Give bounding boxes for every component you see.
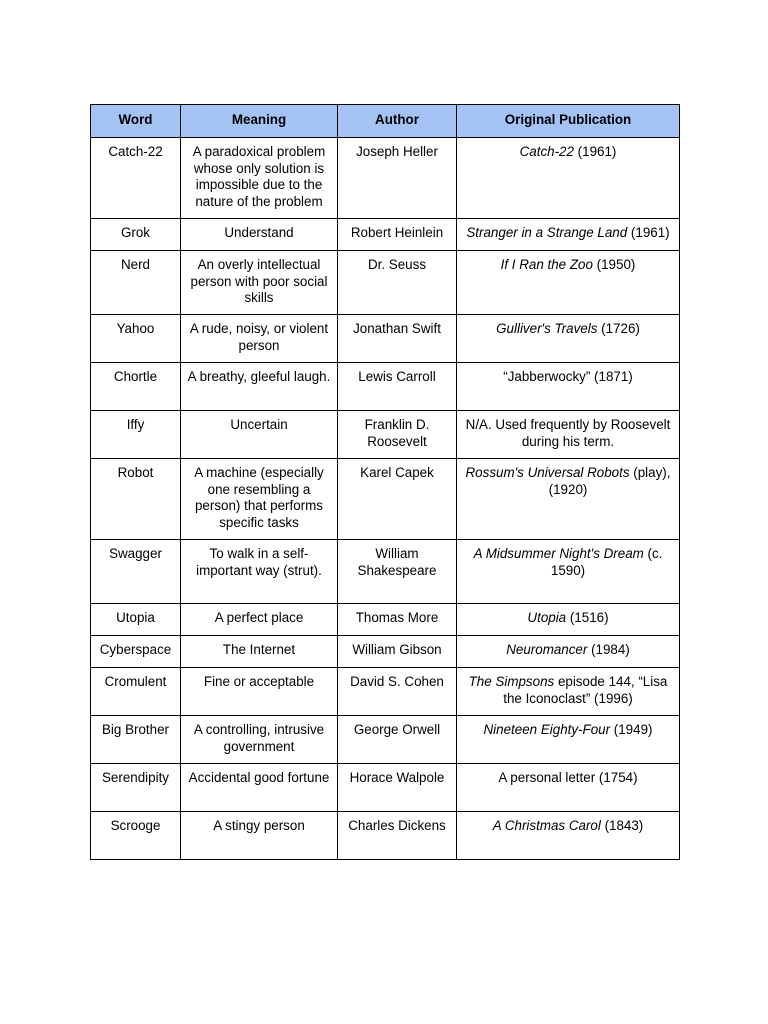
- publication-detail: (1949): [610, 722, 653, 737]
- word-cell: Grok: [91, 219, 181, 251]
- meaning-cell: A perfect place: [181, 604, 338, 636]
- meaning-cell: Fine or acceptable: [181, 668, 338, 716]
- word-cell: Cyberspace: [91, 636, 181, 668]
- table-row: [91, 716, 680, 764]
- author-cell: Charles Dickens: [338, 812, 457, 860]
- word-cell: Swagger: [91, 540, 181, 604]
- table-row: [91, 315, 680, 363]
- publication-cell: [457, 459, 680, 540]
- word-cell: Chortle: [91, 363, 181, 411]
- publication-title: Catch-22: [519, 144, 574, 159]
- meaning-cell: Uncertain: [181, 411, 338, 459]
- publication-cell: [457, 363, 680, 411]
- author-cell: William Gibson: [338, 636, 457, 668]
- publication-detail: (1984): [587, 642, 630, 657]
- publication-cell: [457, 812, 680, 860]
- word-cell: Iffy: [91, 411, 181, 459]
- table-row: [91, 459, 680, 540]
- author-cell: Jonathan Swift: [338, 315, 457, 363]
- publication-title: If I Ran the Zoo: [500, 257, 593, 272]
- word-origins-table: [90, 104, 680, 860]
- table-row: [91, 411, 680, 459]
- meaning-cell: A paradoxical problem whose only solution is impossible due to the nature of the problem: [181, 138, 338, 219]
- header-meaning: Meaning: [181, 105, 338, 138]
- author-cell: Dr. Seuss: [338, 251, 457, 315]
- meaning-cell: Understand: [181, 219, 338, 251]
- table-row: [91, 668, 680, 716]
- publication-cell: [457, 764, 680, 812]
- word-cell: Cromulent: [91, 668, 181, 716]
- meaning-cell: To walk in a self-important way (strut).: [181, 540, 338, 604]
- publication-cell: [457, 668, 680, 716]
- meaning-cell: The Internet: [181, 636, 338, 668]
- publication-detail: (c. 1590): [550, 546, 663, 578]
- publication-cell: [457, 138, 680, 219]
- table-row: [91, 636, 680, 668]
- table-row: [91, 363, 680, 411]
- publication-detail: (1961): [573, 144, 617, 159]
- table-row: [91, 138, 680, 219]
- meaning-cell: A rude, noisy, or violent person: [181, 315, 338, 363]
- publication-detail: (play), (1920): [548, 465, 671, 497]
- header-word: Word: [91, 105, 181, 138]
- author-cell: Thomas More: [338, 604, 457, 636]
- meaning-cell: A breathy, gleeful laugh.: [181, 363, 338, 411]
- meaning-cell: A machine (especially one resembling a person) that performs specific tasks: [181, 459, 338, 540]
- word-cell: Big Brother: [91, 716, 181, 764]
- publication-cell: [457, 540, 680, 604]
- author-cell: Karel Capek: [338, 459, 457, 540]
- author-cell: Joseph Heller: [338, 138, 457, 219]
- publication-cell: [457, 716, 680, 764]
- publication-title: The Simpsons: [468, 674, 555, 689]
- header-original-publication: Original Publication: [457, 105, 680, 138]
- publication-detail: A personal letter (1754): [498, 770, 638, 785]
- publication-title: Utopia: [527, 610, 567, 625]
- table-row: [91, 604, 680, 636]
- table-header-row: [91, 105, 680, 138]
- word-cell: Serendipity: [91, 764, 181, 812]
- publication-detail: N/A. Used frequently by Roosevelt during his term.: [465, 417, 671, 449]
- publication-title: Nineteen Eighty-Four: [483, 722, 611, 737]
- author-cell: Franklin D. Roosevelt: [338, 411, 457, 459]
- author-cell: David S. Cohen: [338, 668, 457, 716]
- author-cell: Horace Walpole: [338, 764, 457, 812]
- word-cell: Catch-22: [91, 138, 181, 219]
- publication-title: A Christmas Carol: [492, 818, 601, 833]
- publication-title: A Midsummer Night's Dream: [473, 546, 644, 561]
- publication-cell: [457, 315, 680, 363]
- author-cell: William Shakespeare: [338, 540, 457, 604]
- publication-detail: (1843): [600, 818, 644, 833]
- word-cell: Yahoo: [91, 315, 181, 363]
- meaning-cell: A stingy person: [181, 812, 338, 860]
- table-row: [91, 764, 680, 812]
- header-author: Author: [338, 105, 457, 138]
- publication-title: Gulliver's Travels: [496, 321, 598, 336]
- publication-cell: [457, 604, 680, 636]
- table-row: [91, 812, 680, 860]
- author-cell: Robert Heinlein: [338, 219, 457, 251]
- publication-detail: “Jabberwocky” (1871): [503, 369, 633, 384]
- table-row: [91, 219, 680, 251]
- word-cell: Utopia: [91, 604, 181, 636]
- publication-title: Neuromancer: [506, 642, 588, 657]
- word-cell: Robot: [91, 459, 181, 540]
- meaning-cell: A controlling, intrusive government: [181, 716, 338, 764]
- table-row: [91, 540, 680, 604]
- meaning-cell: An overly intellectual person with poor social skills: [181, 251, 338, 315]
- table-row: [91, 251, 680, 315]
- word-cell: Nerd: [91, 251, 181, 315]
- publication-cell: [457, 636, 680, 668]
- publication-cell: [457, 411, 680, 459]
- publication-cell: [457, 251, 680, 315]
- publication-detail: (1950): [592, 257, 636, 272]
- publication-detail: episode 144, “Lisa the Iconoclast” (1996): [503, 674, 668, 706]
- publication-title: Stranger in a Strange Land: [466, 225, 628, 240]
- word-cell: Scrooge: [91, 812, 181, 860]
- publication-detail: (1961): [627, 225, 670, 240]
- publication-detail: (1726): [597, 321, 640, 336]
- publication-cell: [457, 219, 680, 251]
- publication-detail: (1516): [566, 610, 609, 625]
- author-cell: Lewis Carroll: [338, 363, 457, 411]
- publication-title: Rossum's Universal Robots: [465, 465, 630, 480]
- author-cell: George Orwell: [338, 716, 457, 764]
- meaning-cell: Accidental good fortune: [181, 764, 338, 812]
